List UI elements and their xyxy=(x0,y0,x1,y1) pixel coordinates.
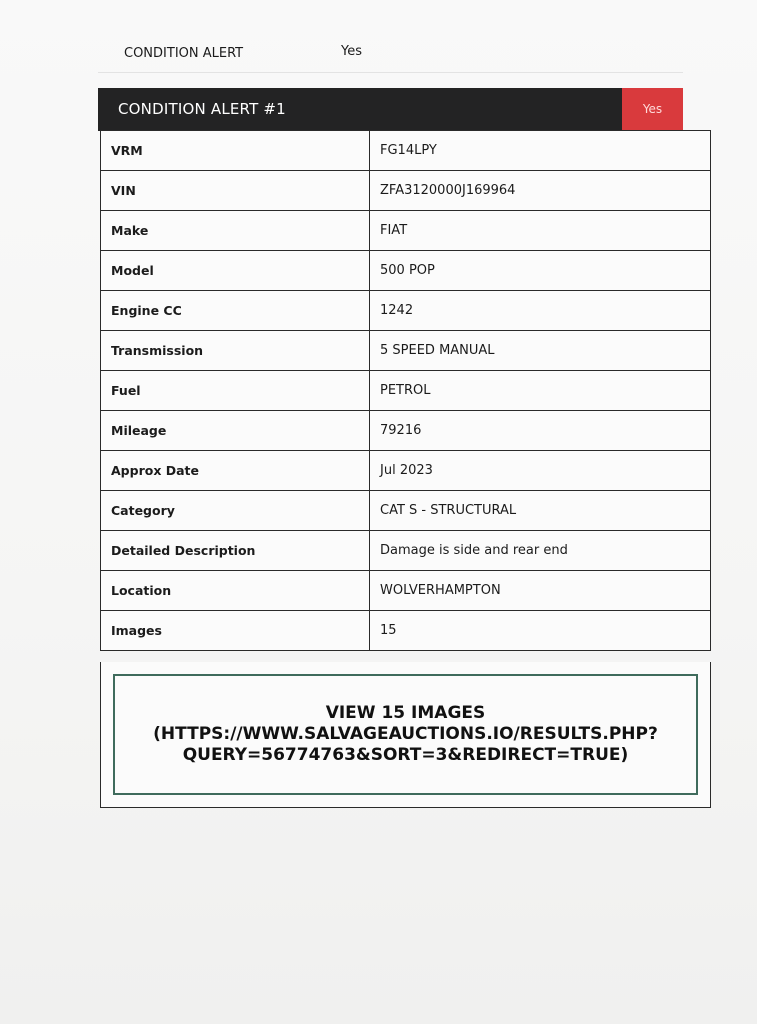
condition-alert-header xyxy=(98,88,683,131)
row-value-fuel: PETROL xyxy=(370,371,711,411)
view-images-link-line2: (HTTPS://WWW.SALVAGEAUCTIONS.IO/RESULTS.PHP? xyxy=(153,724,658,744)
view-images-link-line1: VIEW 15 IMAGES xyxy=(325,703,486,723)
condition-alert-badge: Yes xyxy=(622,88,683,131)
row-value-mileage: 79216 xyxy=(370,411,711,451)
condition-alert-title: CONDITION ALERT #1 xyxy=(118,100,286,118)
vehicle-details-table xyxy=(100,130,711,651)
row-value-detailed-description: Damage is side and rear end xyxy=(370,531,711,571)
row-value-approx-date: Jul 2023 xyxy=(370,451,711,491)
table-row xyxy=(101,211,711,251)
row-value-images: 15 xyxy=(370,611,711,651)
row-value-vin: ZFA3120000J169964 xyxy=(370,171,711,211)
row-label-images: Images xyxy=(101,611,370,651)
row-value-make: FIAT xyxy=(370,211,711,251)
row-value-transmission: 5 SPEED MANUAL xyxy=(370,331,711,371)
row-label-vrm: VRM xyxy=(101,131,370,171)
row-label-vin: VIN xyxy=(101,171,370,211)
condition-alert-value: Yes xyxy=(341,44,362,59)
table-row xyxy=(101,451,711,491)
row-value-category: CAT S - STRUCTURAL xyxy=(370,491,711,531)
table-row xyxy=(101,491,711,531)
condition-alert-summary xyxy=(98,30,683,73)
row-label-location: Location xyxy=(101,571,370,611)
table-row xyxy=(101,611,711,651)
row-label-approx-date: Approx Date xyxy=(101,451,370,491)
condition-alert-label: CONDITION ALERT xyxy=(124,46,244,61)
view-images-link-text xyxy=(153,703,658,766)
table-row xyxy=(101,531,711,571)
table-row xyxy=(101,131,711,171)
table-row xyxy=(101,331,711,371)
row-label-make: Make xyxy=(101,211,370,251)
row-value-engine-cc: 1242 xyxy=(370,291,711,331)
images-link-container xyxy=(100,662,711,808)
table-row xyxy=(101,171,711,211)
table-row xyxy=(101,291,711,331)
row-value-vrm: FG14LPY xyxy=(370,131,711,171)
view-images-link[interactable] xyxy=(113,674,698,795)
table-row xyxy=(101,251,711,291)
view-images-link-line3: QUERY=56774763&SORT=3&REDIRECT=TRUE) xyxy=(182,745,629,765)
row-value-model: 500 POP xyxy=(370,251,711,291)
row-label-detailed-description: Detailed Description xyxy=(101,531,370,571)
row-label-category: Category xyxy=(101,491,370,531)
row-label-engine-cc: Engine CC xyxy=(101,291,370,331)
row-label-transmission: Transmission xyxy=(101,331,370,371)
row-label-model: Model xyxy=(101,251,370,291)
row-value-location: WOLVERHAMPTON xyxy=(370,571,711,611)
table-row xyxy=(101,371,711,411)
row-label-fuel: Fuel xyxy=(101,371,370,411)
table-row xyxy=(101,571,711,611)
table-row xyxy=(101,411,711,451)
row-label-mileage: Mileage xyxy=(101,411,370,451)
